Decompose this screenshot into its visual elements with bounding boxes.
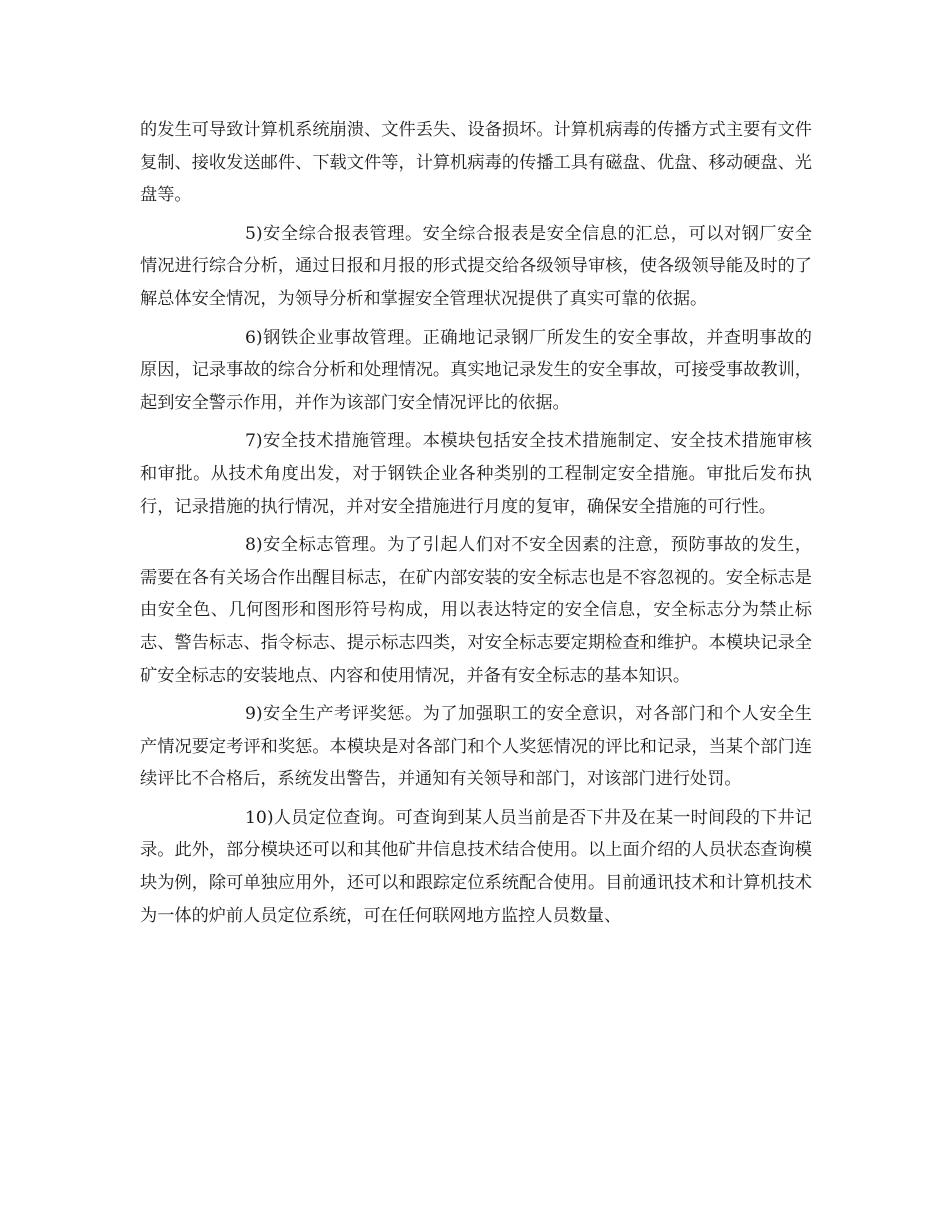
paragraph-safety-report-management: 5)安全综合报表管理。安全综合报表是安全信息的汇总，可以对钢厂安全情况进行综合分析，通过日报和月报的形式提交给各级领导审核，使各级领导能及时的了解总体安全情况，为领导分析和掌握安全管理状况提供了真实可靠的依据。	[140, 223, 812, 309]
paragraph-technical-measures-management: 7)安全技术措施管理。本模块包括安全技术措施制定、安全技术措施审核和审批。从技术角度出发，对于钢铁企业各种类别的工程制定安全措施。审批后发布执行，记录措施的执行情况，并对安全措施进行月度的复审，确保安全措施的可行性。	[140, 431, 812, 517]
paragraph-virus-continuation: 的发生可导致计算机系统崩溃、文件丢失、设备损坏。计算机病毒的传播方式主要有文件复制、接收发送邮件、下载文件等，计算机病毒的传播工具有磁盘、优盘、移动硬盘、光盘等。	[140, 120, 812, 206]
paragraph-safety-sign-management: 8)安全标志管理。为了引起人们对不安全因素的注意，预防事故的发生，需要在各有关场合作出醒目标志，在矿内部安装的安全标志也是不容忽视的。安全标志是由安全色、几何图形和图形符号构成，用以表达特定的安全信息，安全标志分为禁止标志、警告标志、指令标志、提示标志四类，对安全标志要定期检查和维护。本模块记录全矿安全标志的安装地点、内容和使用情况，并备有安全标志的基本知识。	[140, 535, 812, 686]
paragraph-personnel-location-query: 10)人员定位查询。可查询到某人员当前是否下井及在某一时间段的下井记录。此外，部分模块还可以和其他矿井信息技术结合使用。以上面介绍的人员状态查询模块为例，除可单独应用外，还可以和跟踪定位系统配合使用。目前通讯技术和计算机技术为一体的炉前人员定位系统，可在任何联网地方监控人员数量、	[140, 807, 812, 926]
document-body	[140, 114, 812, 938]
paragraph-accident-management: 6)钢铁企业事故管理。正确地记录钢厂所发生的安全事故，并查明事故的原因，记录事故的综合分析和处理情况。真实地记录发生的安全事故，可接受事故教训，起到安全警示作用，并作为该部门安全情况评比的依据。	[140, 327, 812, 413]
paragraph-assessment-rewards: 9)安全生产考评奖惩。为了加强职工的安全意识，对各部门和个人安全生产情况要定考评和奖惩。本模块是对各部门和个人奖惩情况的评比和记录，当某个部门连续评比不合格后，系统发出警告，并通知有关领导和部门，对该部门进行处罚。	[140, 704, 812, 790]
